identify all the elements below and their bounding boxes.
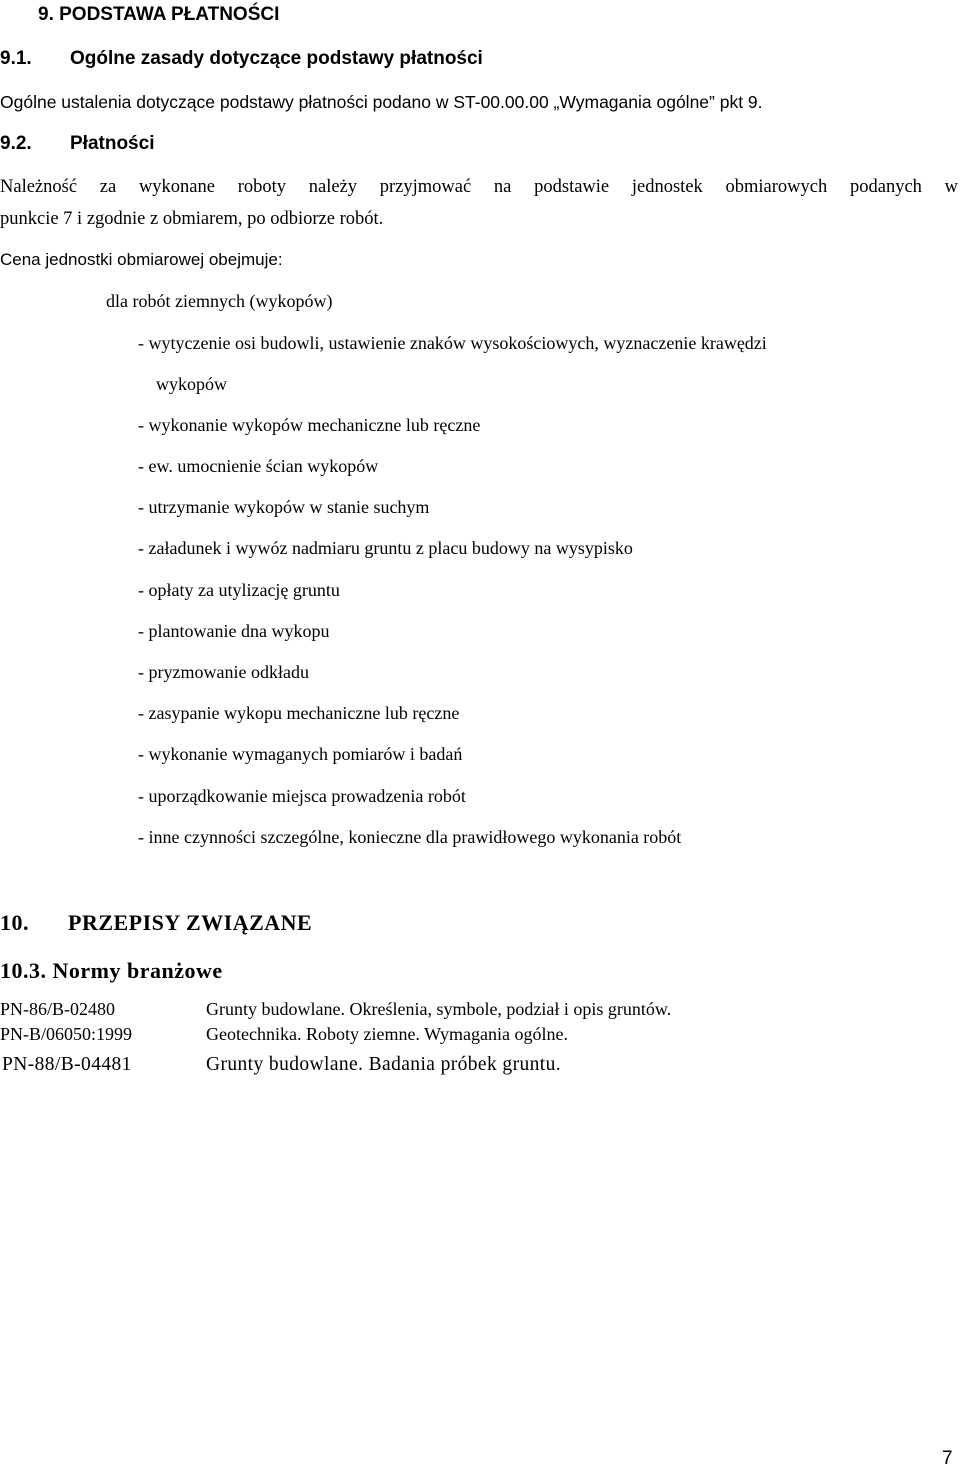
norm-code: PN-86/B-02480 bbox=[0, 999, 116, 1019]
list-item: - załadunek i wywóz nadmiaru gruntu z placu budowy na wysypisko bbox=[138, 538, 633, 558]
list-item: - pryzmowanie odkładu bbox=[138, 662, 309, 682]
section-9-heading: 9. PODSTAWA PŁATNOŚCI bbox=[38, 4, 280, 25]
page-number: 7 bbox=[942, 1448, 953, 1469]
list-item: - wykonanie wykopów mechaniczne lub ręczne bbox=[138, 415, 481, 435]
subsection-10-3-heading: 10.3. Normy branżowe bbox=[0, 958, 223, 983]
list-item: - uporządkowanie miejsca prowadzenia robót bbox=[138, 786, 466, 806]
subsection-9-1-text: Ogólne ustalenia dotyczące podstawy płatności podano w ST-00.00.00 „Wymagania ogólne” pkt 9. bbox=[0, 92, 763, 112]
list-item: - zasypanie wykopu mechaniczne lub ręczne bbox=[138, 703, 460, 723]
list-item: - plantowanie dna wykopu bbox=[138, 621, 330, 641]
norm-description: Geotechnika. Roboty ziemne. Wymagania ogólne. bbox=[206, 1024, 568, 1044]
norm-description: Grunty budowlane. Badania próbek gruntu. bbox=[206, 1054, 562, 1075]
subsection-9-1-number: 9.1. bbox=[0, 48, 32, 69]
norms-row bbox=[0, 1024, 900, 1046]
earthworks-group-label: dla robót ziemnych (wykopów) bbox=[106, 291, 333, 311]
norms-row bbox=[0, 999, 900, 1021]
list-item: - opłaty za utylizację gruntu bbox=[138, 580, 340, 600]
payment-paragraph-line-2: punkcie 7 i zgodnie z obmiarem, po odbiorze robót. bbox=[0, 209, 384, 229]
subsection-9-1-title: Ogólne zasady dotyczące podstawy płatności bbox=[70, 48, 483, 69]
norm-description: Grunty budowlane. Określenia, symbole, podział i opis gruntów. bbox=[206, 999, 672, 1019]
subsection-9-1-heading bbox=[0, 48, 600, 72]
list-item: - inne czynności szczególne, konieczne dla prawidłowego wykonania robót bbox=[138, 827, 682, 847]
list-item: - wykonanie wymaganych pomiarów i badań bbox=[138, 744, 463, 764]
norm-code: PN-B/06050:1999 bbox=[0, 1024, 133, 1044]
section-10-heading bbox=[0, 910, 400, 938]
subsection-9-2-heading bbox=[0, 133, 600, 157]
list-item: - ew. umocnienie ścian wykopów bbox=[138, 456, 379, 476]
list-item-continuation: wykopów bbox=[156, 374, 227, 394]
subsection-9-2-title: Płatności bbox=[70, 133, 155, 154]
section-10-title: PRZEPISY ZWIĄZANE bbox=[68, 910, 313, 935]
subsection-9-2-number: 9.2. bbox=[0, 133, 32, 154]
norms-row bbox=[0, 1054, 900, 1080]
payment-paragraph-line-1: Należność za wykonane roboty należy przyjmować na podstawie jednostek obmiarowych podanych w bbox=[0, 177, 958, 197]
section-10-number: 10. bbox=[0, 910, 29, 935]
norm-code: PN-88/B-04481 bbox=[2, 1054, 132, 1075]
price-intro: Cena jednostki obmiarowej obejmuje: bbox=[0, 250, 283, 269]
list-item: - utrzymanie wykopów w stanie suchym bbox=[138, 497, 430, 517]
list-item: - wytyczenie osi budowli, ustawienie znaków wysokościowych, wyznaczenie krawędzi bbox=[138, 333, 767, 353]
